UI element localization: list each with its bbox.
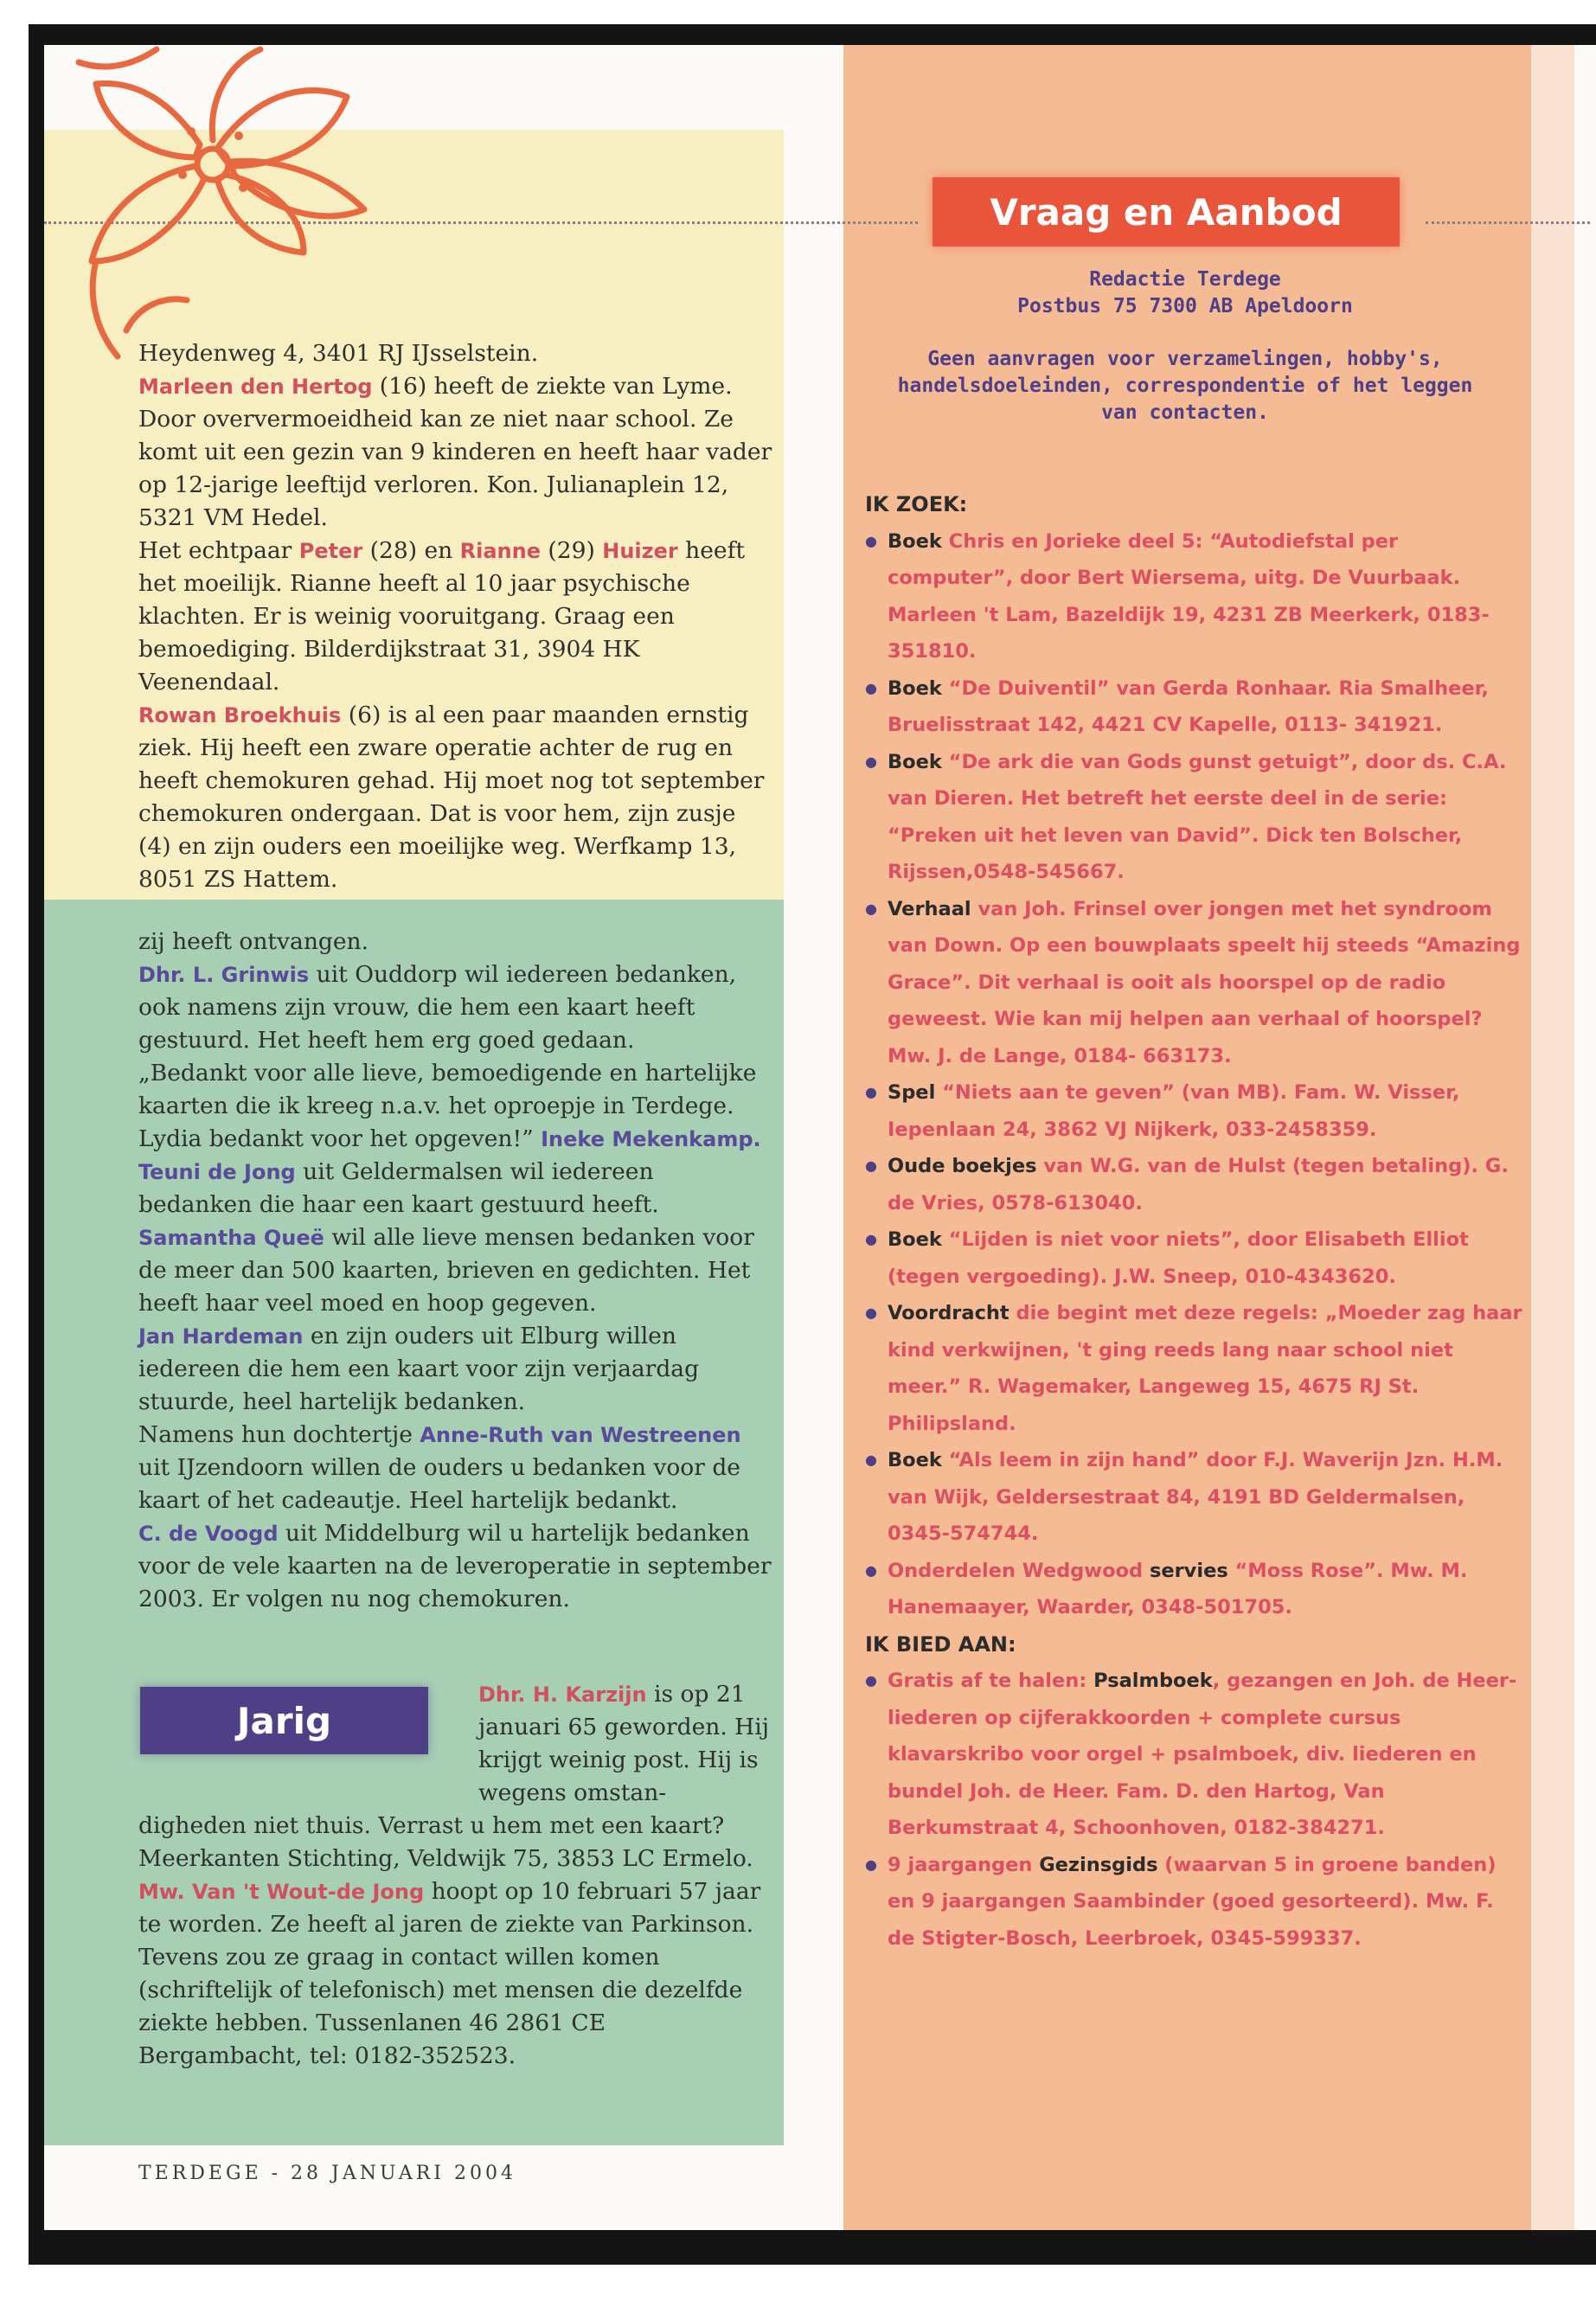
left-column-section-2 bbox=[138, 926, 774, 1616]
person-name: Peter bbox=[298, 539, 363, 563]
paragraph bbox=[138, 1156, 774, 1221]
page-frame-bottom bbox=[29, 2230, 1596, 2265]
ad-item bbox=[865, 1295, 1522, 1442]
jarig-intro bbox=[478, 1678, 781, 1810]
ad-text: Gratis af te halen: bbox=[888, 1670, 1094, 1692]
body-text-run: (6) is al een paar maanden ernstig ziek. Hij heeft een zware operatie achter de rug en heeft chemokuren gehad. Hij moet nog tot september chemokuren ondergaan. Dat is voor hem, zijn zusje (4) en zijn ouders een moeilijke weg. Werfkamp 13, 8051 ZS Hattem. bbox=[138, 702, 765, 893]
ad-text: van Joh. Frinsel over jongen met het syndroom van Down. Op een bouwplaats speelt hij steeds “Amazing Grace”. Dit verhaal is ooit als hoorspel op de radio geweest. Wie kan mij helpen aan verhaal of hoorspel? Mw. J. de Lange, 0184- 663173. bbox=[888, 897, 1521, 1067]
body-text-run: wil alle lieve mensen bedanken voor de meer dan 500 kaarten, brieven en gedichten. Het heeft haar veel moed en hoop gegeven. bbox=[138, 1224, 754, 1317]
body-text-run: Heydenweg 4, 3401 RJ IJsselstein. bbox=[138, 340, 539, 367]
ad-text: “Lijden is niet voor niets”, door Elisabeth Elliot (tegen vergoeding). J.W. Sneep, 010-4343620. bbox=[888, 1228, 1469, 1288]
ad-keyword: Boek bbox=[888, 529, 942, 553]
ad-text: die begint met deze regels: „Moeder zag haar kind verkwijnen, 't ging reeds lang naar school niet meer.” R. Wagemaker, Langeweg 15, 4675 RJ St. Philipsland. bbox=[888, 1302, 1522, 1435]
ad-keyword: Verhaal bbox=[888, 897, 971, 920]
body-text-run: uit IJzendoorn willen de ouders u bedanken voor de kaart of het cadeautje. Heel hartelijk bedankt. bbox=[138, 1454, 740, 1514]
left-column-section-1 bbox=[138, 337, 774, 896]
ad-text: “Moss Rose”. Mw. M. Hanemaayer, Waarder, 0348-501705. bbox=[888, 1559, 1468, 1618]
ad-text: , gezangen en Joh. de Heer-liederen op cijferakkoorden + complete cursus klavarskribo voor orgel + psalmboek, div. liederen en bundel Joh. de Heer. Fam. D. den Hartog, Van Berkumstraat 4, Schoonhoven, 0182-384271. bbox=[888, 1670, 1517, 1839]
flower-illustration bbox=[44, 45, 407, 374]
person-name: Rowan Broekhuis bbox=[138, 703, 342, 727]
ad-keyword: Gezinsgids bbox=[1039, 1853, 1158, 1876]
ad-item bbox=[865, 1847, 1522, 1958]
ad-keyword: Boek bbox=[888, 676, 942, 700]
paragraph bbox=[138, 1221, 774, 1320]
jarig-title: Jarig bbox=[236, 1699, 332, 1742]
person-name: Mw. Van 't Wout-de Jong bbox=[138, 1880, 425, 1904]
jarig-rest bbox=[138, 1810, 774, 2073]
redactie-address bbox=[865, 266, 1505, 320]
ik-bied-aan-heading: IK BIED AAN: bbox=[865, 1631, 1016, 1657]
vraag-en-aanbod-title: Vraag en Aanbod bbox=[990, 190, 1343, 234]
ik-zoek-list bbox=[865, 523, 1522, 1626]
paragraph bbox=[138, 958, 774, 1057]
ad-item bbox=[865, 744, 1522, 891]
paragraph bbox=[138, 1810, 774, 1875]
ad-keyword: Spel bbox=[888, 1081, 936, 1104]
ad-item bbox=[865, 1553, 1522, 1626]
vraag-en-aanbod-banner bbox=[933, 177, 1400, 247]
paragraph bbox=[138, 1517, 774, 1616]
ad-text: Chris en Jorieke deel 5: “Autodiefstal per computer”, door Bert Wiersema, uitg. De Vuurbaak. Marleen 't Lam, Bazeldijk 19, 4231 ZB Meerkerk, 0183-351810. bbox=[888, 529, 1490, 663]
person-name: Marleen den Hertog bbox=[138, 375, 373, 399]
ad-item bbox=[865, 1148, 1522, 1221]
ad-text: “Niets aan te geven” (van MB). Fam. W. Visser, Iepenlaan 24, 3862 VJ Nijkerk, 033-2458359. bbox=[888, 1081, 1460, 1141]
person-name: Rianne bbox=[459, 539, 541, 563]
paragraph bbox=[138, 370, 774, 535]
paragraph bbox=[138, 1419, 774, 1517]
body-text-run: heeft het moeilijk. Rianne heeft al 10 jaar psychische klachten. Er is weinig vooruitgang. Graag een bemoediging. Bilderdijkstraat 31, 3904 HK Veenendaal. bbox=[138, 537, 746, 695]
paragraph bbox=[138, 1320, 774, 1419]
body-text-run: is op 21 januari 65 geworden. Hij krijgt weinig post. Hij is wegens omstan- bbox=[478, 1681, 769, 1806]
person-name: Dhr. L. Grinwis bbox=[138, 963, 310, 987]
disclaimer-text: Geen aanvragen voor verzamelingen, hobby's, handelsdoeleinden, correspondentie of het leggen van contacten. bbox=[897, 348, 1473, 424]
ad-item bbox=[865, 1221, 1522, 1295]
body-text-run: (28) en bbox=[362, 537, 460, 564]
paragraph bbox=[138, 699, 774, 896]
dotted-divider-right bbox=[1426, 221, 1590, 224]
ad-keyword: Boek bbox=[888, 1449, 942, 1471]
redactie-line-1: Redactie Terdege bbox=[1089, 268, 1281, 291]
ad-keyword: servies bbox=[1149, 1559, 1228, 1582]
paragraph bbox=[138, 926, 774, 958]
person-name: Samantha Queë bbox=[138, 1226, 324, 1250]
body-text-run: uit Middelburg wil u hartelijk bedanken voor de vele kaarten na de leveroperatie in september 2003. Er volgen nu nog chemokuren. bbox=[138, 1520, 772, 1612]
ad-keyword: Voordracht bbox=[888, 1302, 1010, 1324]
person-name: Anne-Ruth van Westreenen bbox=[420, 1423, 741, 1447]
ad-item bbox=[865, 891, 1522, 1075]
paragraph bbox=[138, 1057, 774, 1156]
body-text-run: „Bedankt voor alle lieve, bemoedigende en hartelijke kaarten die ik kreeg n.a.v. het oproepje in Terdege. Lydia bedankt voor het opgeven!” bbox=[138, 1060, 757, 1152]
body-text-run: en zijn ouders uit Elburg willen iedereen die hem een kaart voor zijn verjaardag stuurde, heel hartelijk bedanken. bbox=[138, 1323, 700, 1415]
body-text-run: (29) bbox=[541, 537, 603, 564]
person-name: Teuni de Jong bbox=[138, 1160, 296, 1184]
paragraph bbox=[138, 337, 774, 370]
ad-item bbox=[865, 1442, 1522, 1553]
page-frame-left bbox=[29, 24, 44, 2239]
ad-item bbox=[865, 1074, 1522, 1148]
redactie-line-2: Postbus 75 7300 AB Apeldoorn bbox=[1017, 295, 1353, 317]
body-text-run: uit Geldermalsen wil iedereen bedanken die haar een kaart gestuurd heeft. bbox=[138, 1158, 659, 1218]
body-text-run: Het echtpaar bbox=[138, 537, 299, 564]
person-name: Ineke Mekenkamp. bbox=[541, 1127, 761, 1151]
person-name: C. de Voogd bbox=[138, 1522, 279, 1546]
classified-ads bbox=[865, 486, 1522, 1957]
ik-bied-aan-list bbox=[865, 1663, 1522, 1957]
ad-item bbox=[865, 523, 1522, 670]
ad-text: 9 jaargangen bbox=[888, 1853, 1040, 1876]
ad-text: “Als leem in zijn hand” door F.J. Waverijn Jzn. H.M. van Wijk, Geldersestraat 84, 4191 BD Geldermalsen, 0345-574744. bbox=[888, 1449, 1503, 1545]
ad-keyword: Boek bbox=[888, 750, 942, 773]
ad-text: van W.G. van de Hulst (tegen betaling). G. de Vries, 0578-613040. bbox=[888, 1155, 1509, 1215]
jarig-banner bbox=[140, 1687, 428, 1754]
body-text-run: zij heeft ontvangen. bbox=[138, 928, 369, 955]
body-text-run: Namens hun dochtertje bbox=[138, 1421, 420, 1448]
ik-zoek-heading: IK ZOEK: bbox=[865, 492, 968, 516]
ad-text: (waarvan 5 in groene banden) en 9 jaargangen Saambinder (goed gesorteerd). Mw. F. de Stigter-Bosch, Leerbroek, 0345-599337. bbox=[888, 1853, 1497, 1950]
ad-text: Onderdelen Wedgwood bbox=[888, 1559, 1150, 1582]
person-name: Huizer bbox=[602, 539, 678, 563]
ad-keyword: Boek bbox=[888, 1228, 942, 1251]
ad-text: “De ark die van Gods gunst getuigt”, door ds. C.A. van Dieren. Het betreft het eerste deel in de serie: “Preken uit het leven van David”. Dick ten Bolscher, Rijssen,0548-545667. bbox=[888, 750, 1507, 883]
person-name: Dhr. H. Karzijn bbox=[478, 1682, 647, 1707]
page-frame-top bbox=[29, 24, 1596, 45]
person-name: Jan Hardeman bbox=[138, 1324, 304, 1349]
ad-item bbox=[865, 1663, 1522, 1847]
ad-keyword: Oude boekjes bbox=[888, 1155, 1037, 1177]
body-text-run: hoopt op 10 februari 57 jaar te worden. Ze heeft al jaren de ziekte van Parkinson. Tevens zou ze graag in contact willen komen (schriftelijk of telefonisch) met mensen die dezelfde ziekte hebben. Tussenlanen 46 2861 CE Bergambacht, tel: 0182-352523. bbox=[138, 1878, 761, 2069]
ad-text: “De Duiventil” van Gerda Ronhaar. Ria Smalheer, Bruelisstraat 142, 4421 CV Kapelle, 0113- 341921. bbox=[888, 676, 1489, 736]
page-footer: TERDEGE - 28 JANUARI 2004 bbox=[138, 2163, 516, 2184]
body-text-run: uit Ouddorp wil iedereen bedanken, ook namens zijn vrouw, die hem een kaart heeft gestuurd. Het heeft hem erg goed gedaan. bbox=[138, 961, 737, 1054]
paragraph bbox=[138, 1875, 774, 2073]
ad-keyword: Psalmboek bbox=[1093, 1670, 1213, 1692]
ad-item bbox=[865, 670, 1522, 744]
body-text-run: (16) heeft de ziekte van Lyme. Door oververmoeidheid kan ze niet naar school. Ze komt uit een gezin van 9 kinderen en heeft haar vader op 12-jarige leeftijd verloren. Kon. Julianaplein 12, 5321 VM Hedel. bbox=[138, 373, 772, 531]
body-text-run: digheden niet thuis. Verrast u hem met een kaart? Meerkanten Stichting, Veldwijk 75, 3853 LC Ermelo. bbox=[138, 1812, 753, 1872]
column-edge bbox=[1531, 45, 1574, 2230]
paragraph bbox=[138, 535, 774, 699]
